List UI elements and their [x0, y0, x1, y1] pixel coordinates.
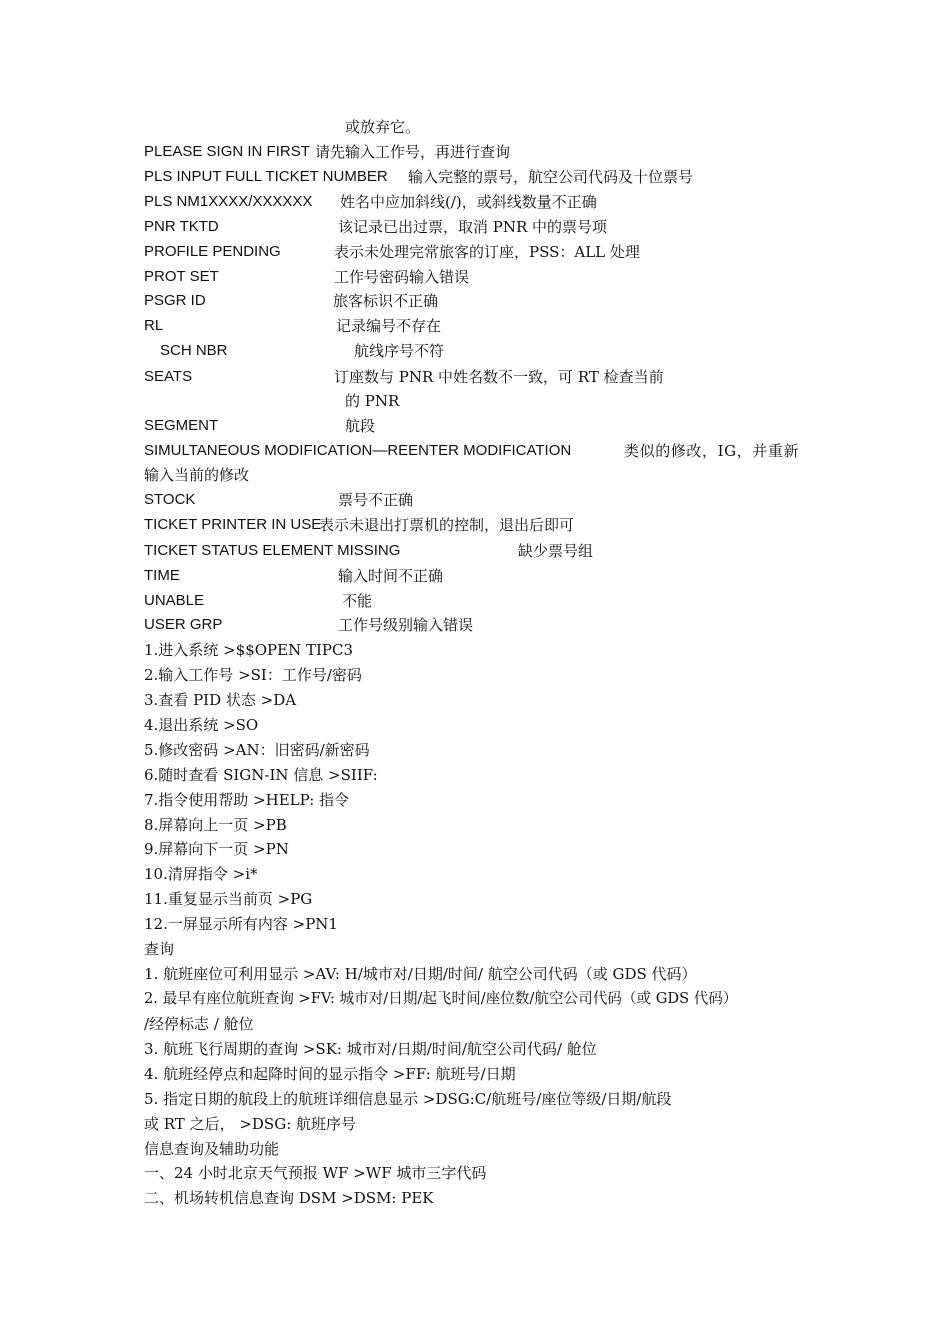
error-desc: 航段 — [345, 417, 376, 435]
error-code: PLEASE SIGN IN FIRST — [144, 143, 310, 160]
error-code: UNABLE — [144, 592, 205, 609]
error-desc: 票号不正确 — [338, 491, 414, 509]
error-code: SEATS — [144, 368, 193, 385]
error-desc: 不能 — [342, 592, 373, 610]
command-item: 1.进入系统 >$$OPEN TIPC3 — [144, 641, 354, 659]
error-code: USER GRP — [144, 616, 223, 633]
error-desc: 工作号级别输入错误 — [338, 616, 474, 634]
error-desc: 请先输入工作号，再进行查询 — [315, 143, 511, 161]
error-desc: 工作号密码输入错误 — [334, 268, 470, 286]
command-item: 2.输入工作号 >SI：工作号/密码 — [144, 666, 362, 684]
error-desc: 记录编号不存在 — [336, 317, 442, 335]
error-desc: 航线序号不符 — [354, 342, 445, 360]
section-heading-info: 信息查询及辅助功能 — [144, 1140, 280, 1158]
command-item: 5.修改密码 >AN：旧密码/新密码 — [144, 741, 370, 759]
query-item: 2. 最早有座位航班查询 >FV: 城市对/日期/起飞时间/座位数/航空公司代码（或 GDS 代码） — [144, 990, 738, 1007]
info-item: 一、24 小时北京天气预报 WF >WF 城市三字代码 — [144, 1164, 487, 1182]
command-item: 3.查看 PID 状态 >DA — [144, 691, 297, 709]
error-code: TICKET PRINTER IN USE — [144, 516, 322, 533]
error-code: PROFILE PENDING — [144, 243, 281, 260]
query-item: 5. 指定日期的航段上的航班详细信息显示 >DSG:C/航班号/座位等级/日期/航段 — [144, 1090, 672, 1108]
command-item: 8.屏幕向上一页 >PB — [144, 816, 287, 834]
error-code: SIMULTANEOUS MODIFICATION—REENTER MODIFICATION — [144, 442, 572, 459]
error-code: STOCK — [144, 491, 196, 508]
query-item-continued: 或 RT 之后， >DSG: 航班序号 — [144, 1115, 357, 1133]
error-desc: 该记录已出过票，取消 PNR 中的票号项 — [338, 218, 608, 236]
error-code: PROT SET — [144, 268, 219, 285]
error-desc: 表示未退出打票机的控制，退出后即可 — [319, 516, 575, 534]
query-item: 3. 航班飞行周期的查询 >SK: 城市对/日期/时间/航空公司代码/ 舱位 — [144, 1040, 597, 1058]
command-item: 11.重复显示当前页 >PG — [144, 890, 313, 908]
command-item: 4.退出系统 >SO — [144, 716, 259, 734]
error-desc: 表示未处理完常旅客的订座，PSS：ALL 处理 — [334, 243, 640, 261]
error-code: PSGR ID — [144, 292, 206, 309]
error-desc-continued: 的 PNR — [345, 392, 400, 410]
command-item: 6.随时查看 SIGN-IN 信息 >SIIF: — [144, 766, 378, 784]
error-desc: 订座数与 PNR 中姓名数不一致，可 RT 检查当前 — [334, 368, 664, 386]
command-item: 9.屏幕向下一页 >PN — [144, 840, 289, 858]
error-code: PNR TKTD — [144, 218, 219, 235]
error-desc: 类似的修改，IG，并重新 — [624, 442, 800, 460]
command-item: 12.一屏显示所有内容 >PN1 — [144, 915, 338, 933]
command-item: 10.清屏指令 >i* — [144, 865, 258, 883]
error-code: TIME — [144, 567, 180, 584]
error-desc: 旅客标识不正确 — [333, 292, 439, 310]
error-code: TICKET STATUS ELEMENT MISSING — [144, 542, 401, 559]
error-desc-continued: 输入当前的修改 — [144, 466, 250, 484]
error-code: SEGMENT — [144, 417, 219, 434]
error-desc: 姓名中应加斜线(/)，或斜线数量不正确 — [340, 193, 597, 211]
error-code: RL — [144, 317, 164, 334]
continuation-line: 或放弃它。 — [345, 118, 421, 136]
query-item: 1. 航班座位可利用显示 >AV: H/城市对/日期/时间/ 航空公司代码（或 GDS 代码） — [144, 965, 697, 983]
query-item: 4. 航班经停点和起降时间的显示指令 >FF: 航班号/日期 — [144, 1065, 516, 1083]
error-code: SCH NBR — [160, 342, 228, 359]
error-code: PLS INPUT FULL TICKET NUMBER — [144, 168, 388, 185]
info-item: 二、机场转机信息查询 DSM >DSM: PEK — [144, 1189, 434, 1207]
error-desc: 输入完整的票号，航空公司代码及十位票号 — [408, 168, 694, 186]
query-item-continued: /经停标志 / 舱位 — [144, 1015, 254, 1033]
error-code: PLS NM1XXXX/XXXXXX — [144, 193, 313, 210]
error-desc: 缺少票号组 — [518, 542, 594, 560]
error-desc: 输入时间不正确 — [338, 567, 444, 585]
command-item: 7.指令使用帮助 >HELP: 指令 — [144, 791, 350, 809]
section-heading-query: 查询 — [144, 940, 175, 958]
